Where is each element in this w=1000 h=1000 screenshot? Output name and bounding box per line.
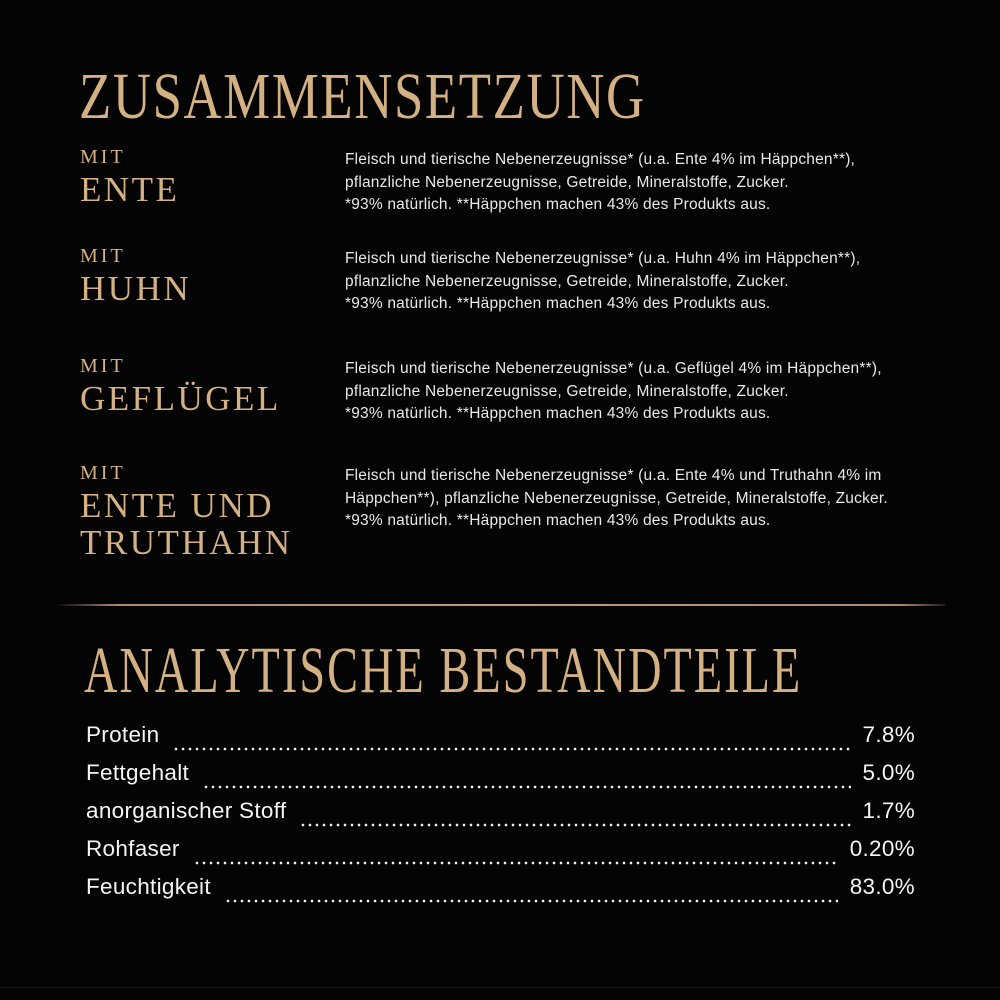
description-line: Fleisch und tierische Nebenerzeugnisse* (u.a. Ente 4% und Truthahn 4% im (345, 467, 882, 484)
analysis-label: anorganischer Stoff (86, 798, 287, 823)
analysis-value: 1.7% (862, 798, 915, 823)
dotted-leader (204, 785, 850, 789)
composition-item-label (80, 462, 335, 561)
composition-item-description (345, 248, 965, 316)
composition-item-prefix: MIT (80, 146, 126, 168)
analysis-value: 7.8% (862, 722, 915, 747)
composition-item-name: GEFLÜGEL (80, 379, 281, 418)
description-line: *93% natürlich. **Häppchen machen 43% des Produkts aus. (345, 405, 771, 422)
composition-item-prefix: MIT (80, 462, 126, 484)
analysis-table (86, 722, 915, 912)
description-line: Häppchen**), pflanzliche Nebenerzeugnisse, Getreide, Mineralstoffe, Zucker. (345, 489, 888, 507)
analysis-row-anorganischer-stoff (86, 798, 915, 836)
dotted-leader (174, 747, 850, 751)
composition-item-label (80, 355, 335, 417)
description-line: Fleisch und tierische Nebenerzeugnisse* (u.a. Huhn 4% im Häppchen**), (345, 250, 861, 267)
description-line: pflanzliche Nebenerzeugnisse, Getreide, Mineralstoffe, Zucker. (345, 272, 789, 290)
composition-item-description (345, 465, 965, 533)
composition-item-label (80, 245, 335, 307)
dotted-leader (195, 861, 838, 865)
analysis-value: 83.0% (849, 874, 915, 899)
analysis-title: ANALYTISCHE BESTANDTEILE (84, 634, 803, 707)
description-line: *93% natürlich. **Häppchen machen 43% des Produkts aus. (345, 512, 771, 529)
composition-item-prefix: MIT (80, 355, 126, 377)
analysis-row-rohfaser (86, 836, 915, 874)
composition-item-description (345, 358, 965, 426)
analysis-label: Rohfaser (86, 836, 180, 861)
analysis-label: Protein (86, 722, 160, 747)
description-line: pflanzliche Nebenerzeugnisse, Getreide, Mineralstoffe, Zucker. (345, 173, 789, 191)
composition-item-prefix: MIT (80, 245, 126, 267)
description-line: *93% natürlich. **Häppchen machen 43% des Produkts aus. (345, 196, 771, 213)
description-line: Fleisch und tierische Nebenerzeugnisse* (u.a. Ente 4% im Häppchen**), (345, 151, 856, 168)
composition-item-description (345, 149, 965, 217)
dotted-leader (301, 823, 850, 827)
analysis-row-feuchtigkeit (86, 874, 915, 912)
description-line: pflanzliche Nebenerzeugnisse, Getreide, Mineralstoffe, Zucker. (345, 382, 789, 400)
description-line: *93% natürlich. **Häppchen machen 43% des Produkts aus. (345, 295, 771, 312)
dotted-leader (226, 899, 838, 903)
composition-item-label (80, 146, 335, 208)
composition-item-name: ENTE UND TRUTHAHN (80, 486, 293, 562)
analysis-label: Fettgehalt (86, 760, 190, 785)
composition-item-name: ENTE (80, 170, 180, 209)
bottom-divider (0, 987, 1000, 988)
analysis-row-fettgehalt (86, 760, 915, 798)
analysis-row-protein (86, 722, 915, 760)
composition-item-name: HUHN (80, 269, 192, 308)
analysis-value: 0.20% (849, 836, 915, 861)
analysis-value: 5.0% (862, 760, 915, 785)
description-line: Fleisch und tierische Nebenerzeugnisse* (u.a. Geflügel 4% im Häppchen**), (345, 360, 882, 377)
composition-title: ZUSAMMENSETZUNG (79, 60, 646, 133)
analysis-label: Feuchtigkeit (86, 874, 211, 899)
section-divider (55, 604, 945, 606)
